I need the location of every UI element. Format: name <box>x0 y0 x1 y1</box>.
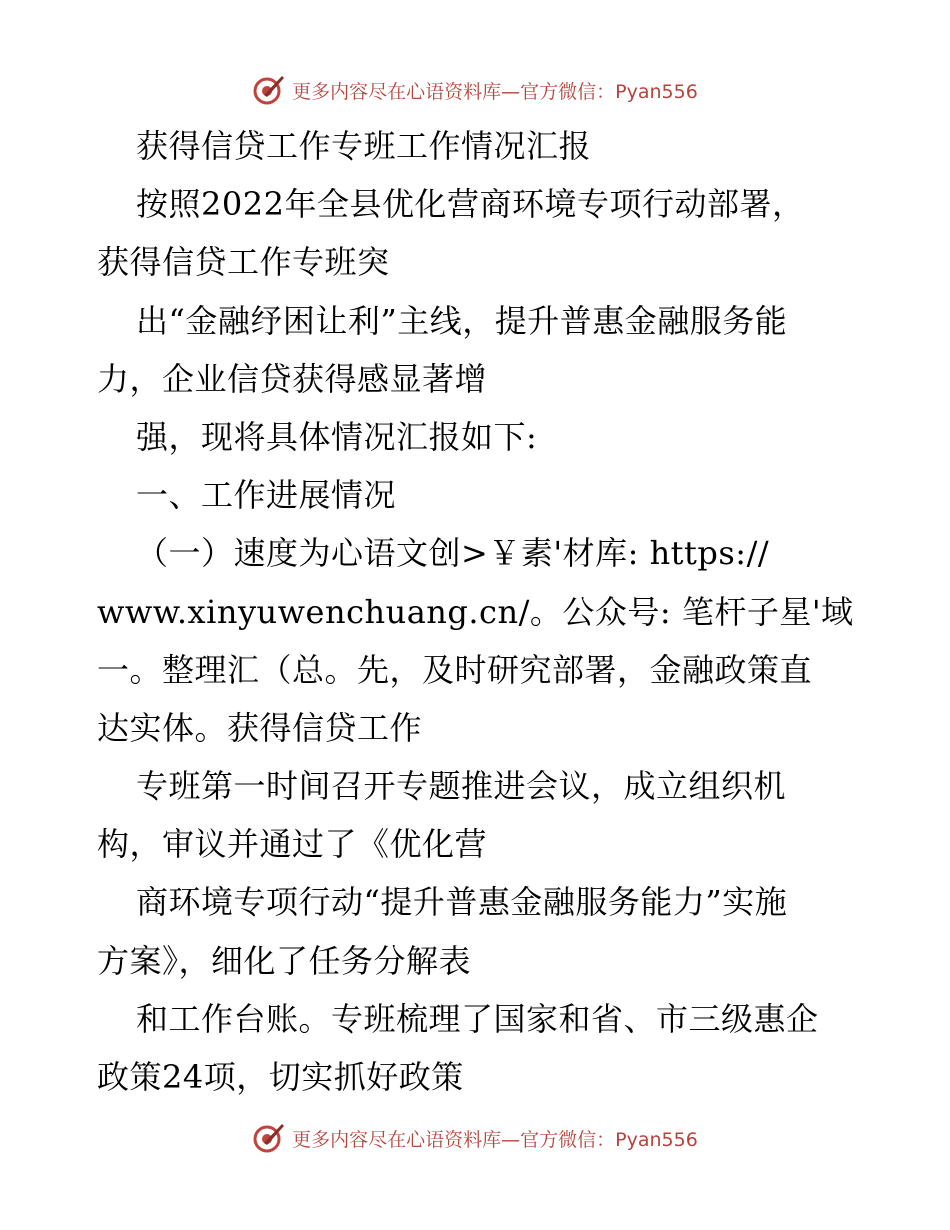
text-line: 和工作台账。专班梳理了国家和省、市三级惠企 <box>136 999 819 1038</box>
banner-brand: 更多内容尽在心语资料库 <box>292 1128 502 1151</box>
text-line: 一。整理汇（总。先，及时研究部署，金融政策直 <box>97 650 813 689</box>
banner-contact: —官方微信：Pyan556 <box>501 80 698 103</box>
text-line: 按照2022年全县优化营商环境专项行动部署， <box>136 185 805 224</box>
text-line: 出“金融纾困让利”主线，提升普惠金融服务能 <box>136 301 788 340</box>
text-line: 达实体。获得信贷工作 <box>97 708 423 747</box>
text-line: 获得信贷工作专班突 <box>97 243 390 282</box>
text-line: 强，现将具体情况汇报如下: <box>136 417 538 456</box>
text-line: 获得信贷工作专班工作情况汇报 <box>136 127 592 165</box>
text-line: 专班第一时间召开专题推进会议，成立组织机 <box>136 767 787 806</box>
text-line: 商环境专项行动“提升普惠金融服务能力”实施 <box>136 883 788 922</box>
document-body <box>97 117 857 1106</box>
text-line: 一、工作进展情况 <box>136 476 397 515</box>
text-line: 方案》，细化了任务分解表 <box>97 941 472 980</box>
banner-brand: 更多内容尽在心语资料库 <box>292 80 502 103</box>
text-line: 构，审议并通过了《优化营 <box>97 825 488 864</box>
quill-logo-icon <box>252 73 286 107</box>
banner-contact: —官方微信：Pyan556 <box>501 1128 698 1151</box>
text-line: 力，企业信贷获得感显著增 <box>97 359 488 398</box>
text-line: 政策24项，切实抓好政策 <box>97 1058 464 1096</box>
footer-banner <box>0 1118 950 1158</box>
quill-logo-icon <box>252 1121 286 1155</box>
text-line: www.xinyuwenchuang.cn/。公众号: 笔杆子星'域 <box>97 592 854 631</box>
text-line: （一）速度为心语文创>￥素'材库: https:// <box>136 534 770 573</box>
header-banner <box>0 70 950 110</box>
